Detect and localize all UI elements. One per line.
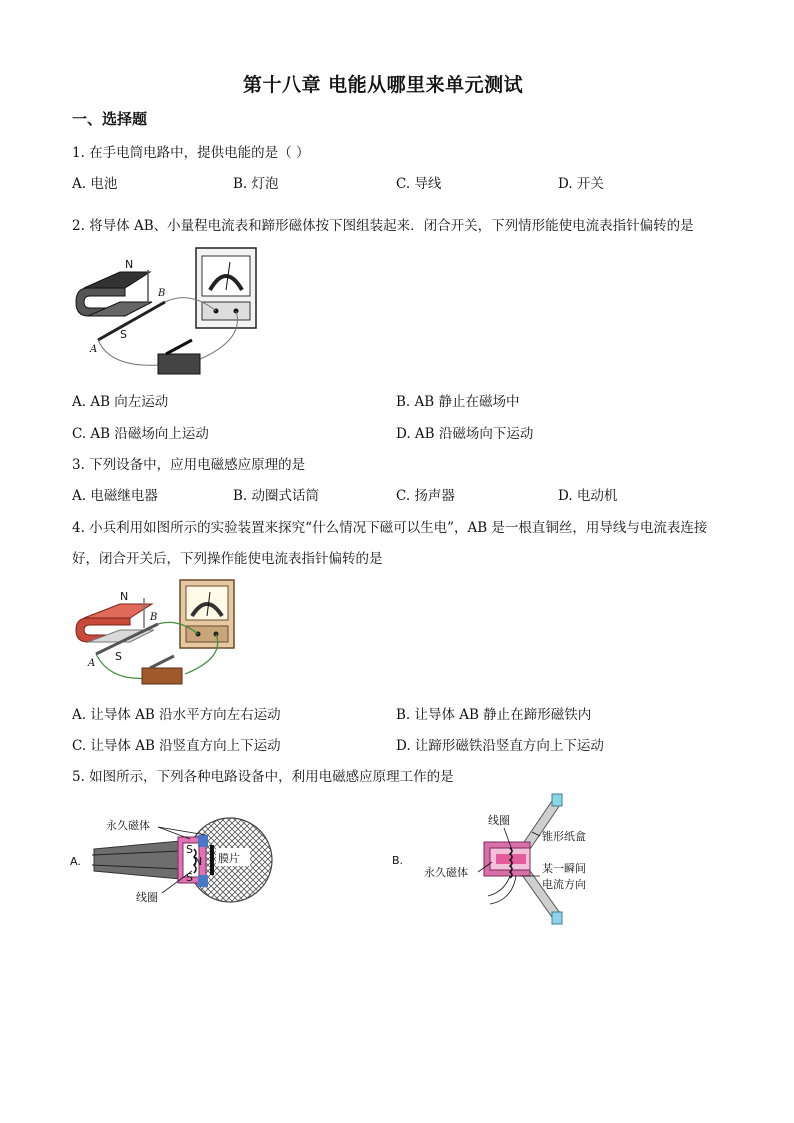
q5a-s2: S [186,871,193,884]
q5b-cone-label: 锥形纸盒 [542,830,586,843]
question-5-stem: 5. 如图所示，下列各种电路设备中，利用电磁感应原理工作的是 [72,769,454,785]
q4-label-s: S [115,650,122,663]
question-2-option-d[interactable]: D. AB 沿磁场向下运动 [396,426,534,442]
q2-switch [158,354,200,374]
q5a-coil-label: 线圈 [136,891,158,904]
q4-label-a: A [88,658,96,669]
q4-label-n: N [120,590,129,603]
q5a-n: N [194,855,203,868]
question-4-option-d[interactable]: D. 让蹄形磁铁沿竖直方向上下运动 [396,738,604,754]
q5a-s1: S [186,843,193,856]
question-1-stem: 1. 在手电筒电路中，提供电能的是（ ） [72,145,310,161]
question-5-figure-a[interactable] [70,805,290,910]
q5b-current-label-1: 某一瞬间 [542,862,586,875]
page-title: 第十八章 电能从哪里来单元测试 [243,74,524,96]
question-3-option-b[interactable]: B. 动圈式话筒 [233,488,320,504]
question-4-figure [70,578,270,688]
question-1-option-c[interactable]: C. 导线 [396,176,442,192]
q4-label-b: B [150,612,158,623]
q5b-magnet-label: 永久磁体 [424,866,468,879]
question-3-stem: 3. 下列设备中，应用电磁感应原理的是 [72,457,306,473]
question-4-option-b[interactable]: B. 让导体 AB 静止在蹄形磁铁内 [396,707,592,723]
q4-switch [142,668,182,684]
q2-label-b: B [158,288,166,299]
question-2-option-c[interactable]: C. AB 沿磁场向上运动 [72,426,209,442]
q5b-current-label-2: 电流方向 [542,878,586,891]
question-3-option-d[interactable]: D. 电动机 [558,488,618,504]
question-4-stem-line1: 4. 小兵利用如图所示的实验装置来探究“什么情况下磁可以生电”，AB 是一根直铜丝，用导线与电流表连接 [72,520,708,536]
question-1-option-b[interactable]: B. 灯泡 [233,176,279,192]
question-2-stem: 2. 将导体 AB、小量程电流表和蹄形磁体按下图组装起来．闭合开关，下列情形能使电流表指针偏转的是 [72,218,694,234]
question-3-option-a[interactable]: A. 电磁继电器 [72,488,158,504]
q5a-magnet-label: 永久磁体 [106,819,150,832]
question-2-figure [70,240,270,380]
svg-text:膜片: 膜片 [218,852,240,865]
question-4-option-a[interactable]: A. 让导体 AB 沿水平方向左右运动 [72,707,281,723]
q5b-coil-label: 线圈 [488,814,510,827]
question-3-option-c[interactable]: C. 扬声器 [396,488,455,504]
q2-label-s: S [120,328,127,341]
question-2-option-a[interactable]: A. AB 向左运动 [72,394,169,410]
question-1-option-d[interactable]: D. 开关 [558,176,604,192]
q5a-letter: A. [70,855,81,868]
q5a-diaphragm [210,845,214,875]
question-1-option-a[interactable]: A. 电池 [72,176,118,192]
question-2-option-b[interactable]: B. AB 静止在磁场中 [396,394,520,410]
section-heading: 一、选择题 [72,110,148,128]
question-4-option-c[interactable]: C. 让导体 AB 沿竖直方向上下运动 [72,738,281,754]
q5b-letter: B. [392,854,404,867]
question-4-stem-line2: 好，闭合开关后，下列操作能使电流表指针偏转的是 [72,551,383,567]
question-5-figure-b[interactable] [392,792,622,932]
q2-label-a: A [90,344,98,355]
q2-label-n: N [125,258,134,271]
